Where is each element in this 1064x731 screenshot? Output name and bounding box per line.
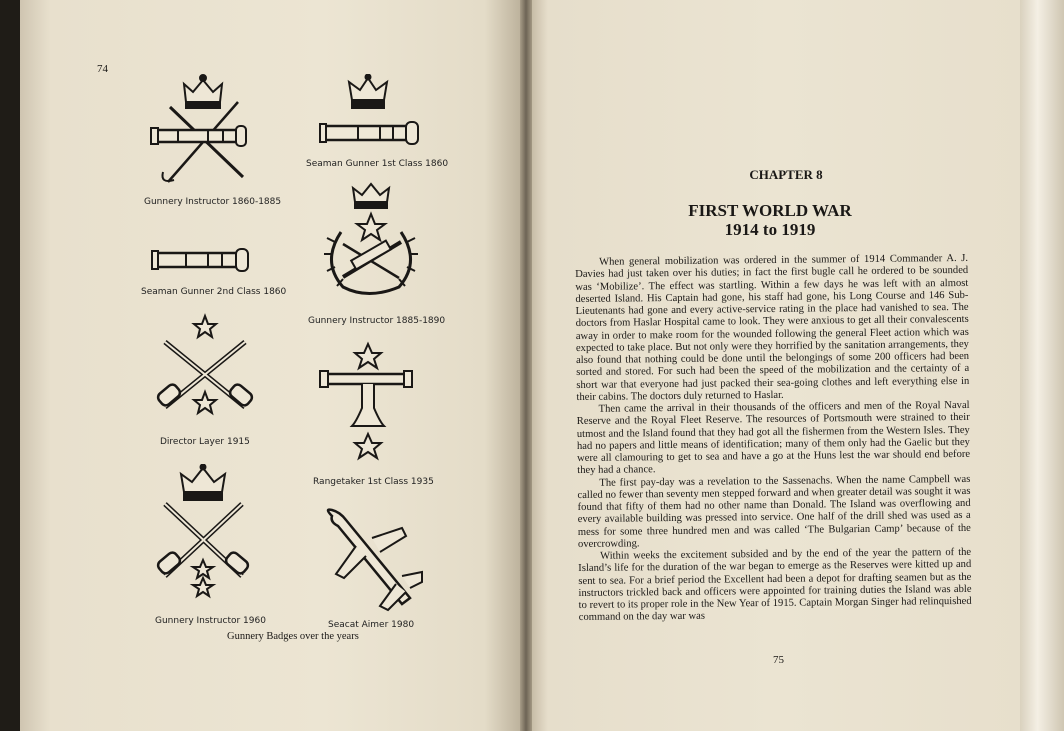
page-number-right: 75: [773, 654, 784, 666]
director-layer-1915-badge: [150, 312, 260, 428]
chapter-title-line-2: 1914 to 1919: [724, 220, 816, 239]
badge-caption: Gunnery Instructor 1885-1890: [308, 316, 446, 326]
chapter-title: [640, 201, 900, 239]
badge-caption: Gunnery Instructor 1860-1885: [144, 197, 282, 207]
paragraph: The first pay-day was a revelation to the Sassenachs. When the name Campbell was called no fewer than seventy men stepped forward and when greater detail was sought it was found that fifty of them had no other name than Donald. The Island was overflowing and every available building was pressed into service. One half of the drill shed was used as a mess for some three hundred men and was called ‘The Bulgarian Camp’ because of the overcrowding.: [577, 473, 971, 550]
book-gutter: [520, 0, 532, 731]
badge-caption: Seaman Gunner 1st Class 1860: [306, 159, 449, 169]
page-edges: [1020, 0, 1064, 731]
chapter-title-line-1: FIRST WORLD WAR: [688, 201, 852, 220]
paragraph: Then came the arrival in their thousands of the officers and men of the Royal Naval Reserve and the Royal Fleet Reserve. The resources of Portsmouth were strained to their utmost and the Island found that they had got all the fishermen from the Western Isles. They had no papers and little means of identification; many of them only had the Gaelic but they were all clamouring to get to sea and have a go at the Huns lest the war should end before they had a chance.: [576, 399, 971, 477]
seacat-aimer-1980-badge: [318, 506, 434, 616]
page-number-left: 74: [97, 63, 108, 75]
chapter-label: CHAPTER 8: [749, 167, 823, 182]
paragraph: When general mobilization was ordered in the summer of 1914 Commander A. J. Davies had just taken over his duties; in fact the first bugle call he ordered to be sounded was ‘Mobilize’. The effect was startling. Within a few days he was left with an almost deserted Island. His Captain had gone, his staff had gone, his Long Course and 146 Sub-Lieutenants had gone and every active-service rating in the place had vanished to sea. The doctors from Haslar Hospital came to look. They were anxious to get all their convalescents away in order to make room for the wounded following the general Fleet action which was expected to take place. But not only were they horrified by the sanitation arrangements, they also found that nothing could be done until the belongings of some 200 officers had been sorted and stored. For such had been the speed of the mobilization and the certainty of a short war that everyone had just packed their sea-going clothes and left everything else in their cabins. The doctors duly returned to Haslar.: [575, 252, 970, 403]
badge-caption: Rangetaker 1st Class 1935: [313, 477, 434, 487]
badge-caption: Seaman Gunner 2nd Class 1860: [141, 287, 287, 297]
rangetaker-1st-class-1935-badge: [318, 340, 418, 464]
badge-caption: Gunnery Instructor 1960: [155, 616, 266, 626]
gunnery-instructor-1960-badge: [150, 464, 256, 602]
left-page: [20, 0, 525, 731]
seaman-gunner-2nd-class-1860-badge: [150, 246, 254, 276]
badge-caption: Director Layer 1915: [160, 437, 250, 447]
gunnery-instructor-1885-1890-badge: [313, 182, 429, 302]
figure-caption: Gunnery Badges over the years: [227, 631, 359, 642]
badge-caption: Seacat Aimer 1980: [328, 620, 415, 630]
body-text: [575, 253, 972, 625]
seaman-gunner-1st-class-1860-badge: [318, 74, 434, 154]
gunnery-instructor-1860-1885-badge: [148, 72, 258, 190]
paragraph: Within weeks the excitement subsided and by the end of the year the pattern of the Island’s life for the duration of the war began to emerge as the Reserves were kitted up and sent to sea. For a brief period the Excellent had been a depot for drafting seamen but as the instructors trickled back and officers were appointed for training duties the Island was able to revert to its proper role in the New Year of 1915. Captain Morgan Singer had relinquished command on the day war was: [578, 546, 972, 624]
